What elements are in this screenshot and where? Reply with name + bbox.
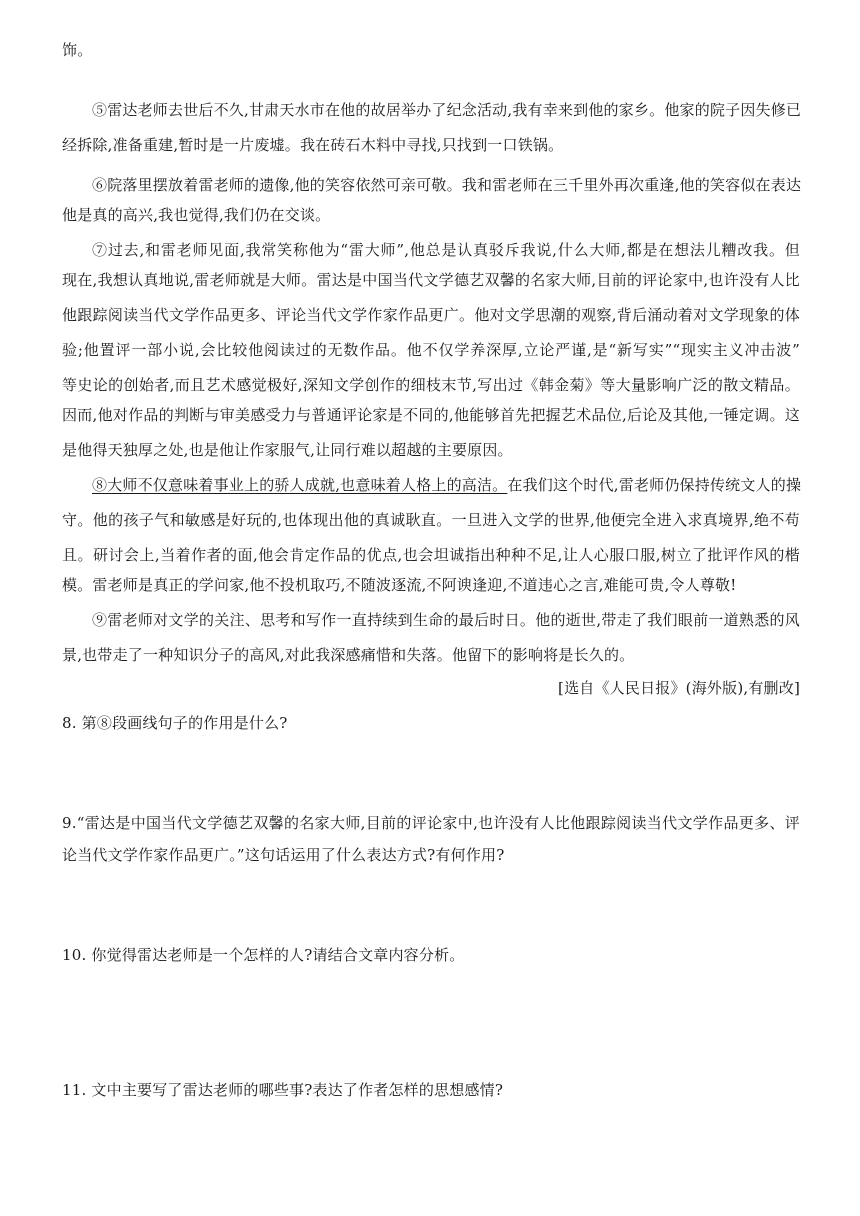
question-9-line-2: 论当代文学作家作品更广。”这句话运用了什么表达方式?有何作用? (62, 846, 505, 864)
underlined-sentence: ⑧大师不仅意味着事业上的骄人成就,也意味着人格上的高洁。 (92, 476, 508, 494)
paragraph-7-line-6: 因而,他对作品的判断与审美感受力与普通评论家是不同的,他能够首先把握艺术品位,后论及其他,一锤定调。这 (62, 406, 800, 424)
paragraph-tail: 饰。 (62, 41, 93, 59)
paragraph-7-line-5: 等史论的创始者,而且艺术感觉极好,深知文学创作的细枝末节,写出过《韩金菊》等大量影响广泛的散文精品。 (62, 376, 800, 394)
paragraph-5-line-1: ⑤雷达老师去世后不久,甘肃天水市在他的故居举办了纪念活动,我有幸来到他的家乡。他家的院子因失修已 (92, 101, 802, 119)
paragraph-7-line-3: 他跟踪阅读当代文学作品更多、评论当代文学作家作品更广。他对文学思潮的观察,背后涌动着对文学现象的体 (62, 306, 800, 324)
paragraph-6-line-1: ⑥院落里摆放着雷老师的遗像,他的笑容依然可亲可敬。我和雷老师在三千里外再次重逢,他的笑容似在表达 (92, 176, 802, 194)
paragraph-7-line-2: 现在,我想认真地说,雷老师就是大师。雷达是中国当代文学德艺双馨的名家大师,目前的评论家中,也许没有人比 (62, 271, 800, 289)
question-10: 10. 你觉得雷达老师是一个怎样的人?请结合文章内容分析。 (62, 946, 465, 964)
paragraph-9-line-1: ⑨雷老师对文学的关注、思考和写作一直持续到生命的最后时日。他的逝世,带走了我们眼前一道熟悉的风 (92, 611, 800, 629)
paragraph-6-line-2: 他是真的高兴,我也觉得,我们仍在交谈。 (62, 206, 331, 224)
question-8: 8. 第⑧段画线句子的作用是什么? (62, 714, 288, 732)
paragraph-8-line-1 (92, 475, 801, 495)
source-citation: [选自《人民日报》(海外版),有删改] (558, 679, 800, 697)
paragraph-8-line-4: 模。雷老师是真正的学问家,他不投机取巧,不随波逐流,不阿谀逢迎,不道违心之言,难能可贵,令人尊敬! (62, 576, 737, 594)
paragraph-8-line-2: 守。他的孩子气和敏感是好玩的,也体现出他的真诚耿直。一旦进入文学的世界,他便完全进入求真境界,绝不苟 (62, 511, 800, 529)
paragraph-8-line-3: 且。研讨会上,当着作者的面,他会肯定作品的优点,也会坦诚指出种种不足,让人心服口服,树立了批评作风的楷 (62, 546, 800, 564)
paragraph-9-line-2: 景,也带走了一种知识分子的高风,对此我深感痛惜和失落。他留下的影响将是长久的。 (62, 646, 635, 664)
question-11: 11. 文中主要写了雷达老师的哪些事?表达了作者怎样的思想感情? (62, 1081, 504, 1099)
paragraph-7-line-1: ⑦过去,和雷老师见面,我常笑称他为“雷大师”,他总是认真驳斥我说,什么大师,都是在想法儿糟改我。但 (92, 241, 800, 259)
paragraph-7-line-4: 验;他置评一部小说,会比较他阅读过的无数作品。他不仅学养深厚,立论严谨,是“新写实”“现实主义冲击波” (62, 341, 800, 359)
paragraph-5-line-2: 经拆除,准备重建,暂时是一片废墟。我在砖石木料中寻找,只找到一口铁锅。 (62, 136, 564, 154)
paragraph-7-line-7: 是他得天独厚之处,也是他让作家服气,让同行难以超越的主要原因。 (62, 441, 513, 459)
question-9-line-1: 9.“雷达是中国当代文学德艺双馨的名家大师,目前的评论家中,也许没有人比他跟踪阅读当代文学作品更多、评 (62, 814, 800, 832)
paragraph-8-line-1-rest: 在我们这个时代,雷老师仍保持传统文人的操 (507, 476, 802, 494)
